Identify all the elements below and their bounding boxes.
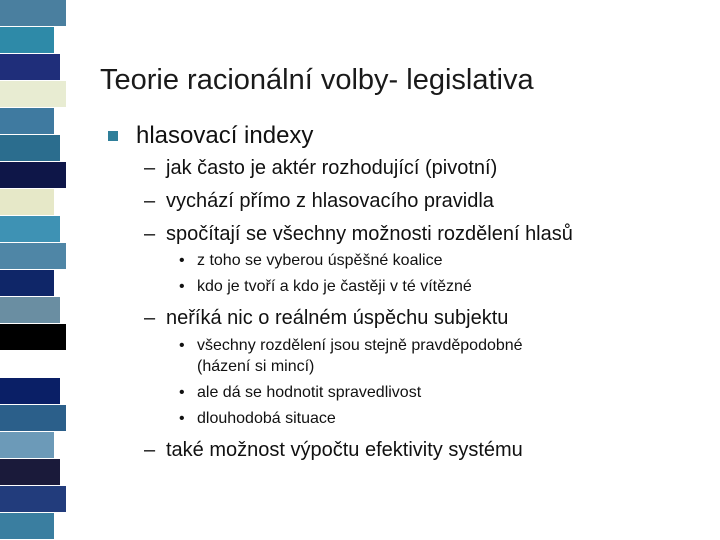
square-bullet-icon <box>108 131 118 141</box>
stripe-block <box>0 324 66 351</box>
level3-item <box>179 337 523 355</box>
stripe-block <box>0 189 54 216</box>
stripe-block <box>0 135 60 162</box>
level2-text: spočítají se všechny možnosti rozdělení hlasů <box>166 223 573 245</box>
level3-text: všechny rozdělení jsou stejně pravděpodobné <box>197 337 523 354</box>
stripe-block <box>0 432 54 459</box>
slide-title: Teorie racionální volby- legislativa <box>100 64 534 96</box>
dot-bullet: • <box>179 337 185 354</box>
level3-text: kdo je tvoří a kdo je častěji v té vítězné <box>197 278 472 295</box>
level3-text: z toho se vyberou úspěšné koalice <box>197 252 443 269</box>
level2-item <box>144 157 497 180</box>
level2-item <box>144 307 508 330</box>
level1-text: hlasovací indexy <box>136 122 314 149</box>
level3-continuation: (házení si mincí) <box>197 358 315 375</box>
level1-item <box>108 122 313 150</box>
stripe-block <box>0 108 54 135</box>
level2-text: jak často je aktér rozhodující (pivotní) <box>166 157 498 179</box>
stripe-block <box>0 459 60 486</box>
dash-bullet: – <box>144 190 156 212</box>
stripe-block <box>0 162 66 189</box>
stripe-block <box>0 513 54 540</box>
stripe-block <box>0 297 60 324</box>
stripe-block <box>0 270 54 297</box>
dot-bullet: • <box>179 384 185 401</box>
stripe-block <box>0 0 66 27</box>
stripe-block <box>0 216 60 243</box>
level3-item <box>179 410 336 428</box>
level3-text: dlouhodobá situace <box>197 410 336 427</box>
dot-bullet: • <box>179 410 185 427</box>
stripe-block <box>0 486 66 513</box>
stripe-block <box>0 243 66 270</box>
stripe-block <box>0 81 66 108</box>
level2-item <box>144 190 494 213</box>
level2-text: neříká nic o reálném úspěchu subjektu <box>166 307 509 329</box>
decorative-stripe <box>0 0 66 540</box>
stripe-block <box>0 54 60 81</box>
dash-bullet: – <box>144 157 156 179</box>
stripe-block <box>0 378 60 405</box>
dot-bullet: • <box>179 278 185 295</box>
level2-item <box>144 223 573 246</box>
level2-item <box>144 439 523 462</box>
level3-item <box>179 252 442 270</box>
dash-bullet: – <box>144 307 156 329</box>
level3-item <box>179 384 421 402</box>
dash-bullet: – <box>144 439 156 461</box>
dash-bullet: – <box>144 223 156 245</box>
level3-text: ale dá se hodnotit spravedlivost <box>197 384 422 401</box>
stripe-block <box>0 405 66 432</box>
dot-bullet: • <box>179 252 185 269</box>
level3-item <box>179 278 472 296</box>
stripe-block <box>0 351 54 378</box>
level2-text: také možnost výpočtu efektivity systému <box>166 439 523 461</box>
level2-text: vychází přímo z hlasovacího pravidla <box>166 190 494 212</box>
stripe-block <box>0 27 54 54</box>
